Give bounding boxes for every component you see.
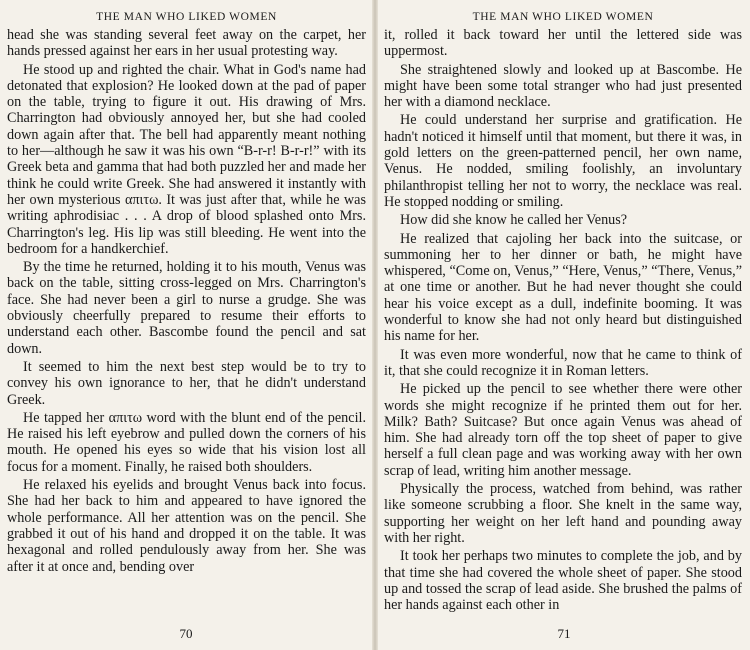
running-head: THE MAN WHO LIKED WOMEN <box>472 11 654 23</box>
paragraph: it, rolled it back toward her until the lettered side was uppermost. <box>384 27 742 60</box>
page-text <box>384 27 742 613</box>
paragraph: head she was standing several feet away on the carpet, her hands pressed against her ears in her usual protesting way. <box>7 27 366 60</box>
paragraph: He picked up the pencil to see whether there were other words she might recognize if he printed them out for her. Milk? Bath? Suitcase? But once again Venus was ahead of him. She had already torn off the top sheet of paper to give herself a full clean page and was working away with her own scrap of lead, writing him another message. <box>384 381 742 479</box>
paragraph: It seemed to him the next best step would be to try to convey his own ignorance to her, that he didn't understand Greek. <box>7 358 366 408</box>
paragraph: It was even more wonderful, now that he came to think of it, that she could recognize it in Roman letters. <box>384 346 742 379</box>
paragraph: How did she know he called her Venus? <box>400 212 628 229</box>
paragraph: He stood up and righted the chair. What in God's name had detonated that explosion? He looked down at the pad of paper on the table, trying to figure it out. His drawing of Mrs. Charrington had obviously annoyed her, but she had cooled down again after that. The bell had apparently meant nothing to her—although he saw it was his own “B-r-r! B-r-r!” with its Greek beta and gamma that had both puzzled her and made her think he could write Greek. She had answered it instantly with her own mysterious απιτω. It was just after that, while he was writing aphrodisiac . . . A drop of blood splashed onto Mrs. Charrington's leg. His lip was still bleeding. He went into the bedroom for a handkerchief. <box>7 61 366 257</box>
paragraph: He realized that cajoling her back into the suitcase, or summoning her to her dinner or bath, he might have whispered, “Come on, Venus,” “Here, Venus,” “There, Venus,” at one time or another. But he had never thought she could hear his voice except as a dull, indefinite booming. It was wonderful to know she had not only heard but distinguished his name for her. <box>384 230 742 345</box>
paragraph: Physically the process, watched from behind, was rather like someone scrubbing a floor. She knelt in the same way, supporting her weight on her left hand and pounding away with her right. <box>384 481 742 546</box>
paragraph: By the time he returned, holding it to his mouth, Venus was back on the table, sitting cross-legged on Mrs. Charrington's face. She had never been a girl to nurse a grudge. She was obviously cheerfully prepared to resume their efforts to understand each other. Bascombe found the pencil and sat down. <box>7 259 366 357</box>
running-head: THE MAN WHO LIKED WOMEN <box>96 11 277 23</box>
paragraph: He tapped her απιτω word with the blunt end of the pencil. He raised his left eyebrow and pulled down the corners of his mouth. He opened his eyes so wide that his vision lost all focus for a moment. Finally, he raised both shoulders. <box>7 409 366 475</box>
paragraph: She straightened slowly and looked up at Bascombe. He might have been some total stranger who had just presented her with a diamond necklace. <box>384 61 742 111</box>
page-text <box>7 27 366 575</box>
page-number: 71 <box>557 626 571 641</box>
paragraph: He could understand her surprise and gratification. He hadn't noticed it himself until that moment, but there it was, in gold letters on the green-patterned pencil, her own name, Venus. He nodded, smiling foolishly, an involuntary philanthropist telling her not to worry, the necklace was real. He stopped nodding or smiling. <box>384 112 742 210</box>
right-page <box>378 0 750 650</box>
paragraph: It took her perhaps two minutes to complete the job, and by that time she had covered the whole sheet of paper. She stood up and tossed the scrap of lead aside. She brushed the palms of her hands against each other in <box>384 548 742 614</box>
page-number: 70 <box>179 626 193 641</box>
left-page <box>0 0 372 650</box>
paragraph: He relaxed his eyelids and brought Venus back into focus. She had her back to him and appeared to have ignored the whole performance. All her attention was on the pencil. She grabbed it out of his hand and dropped it on the table. It was hexagonal and rolled pendulously away from her. She was after it at once and, bending over <box>7 477 366 575</box>
